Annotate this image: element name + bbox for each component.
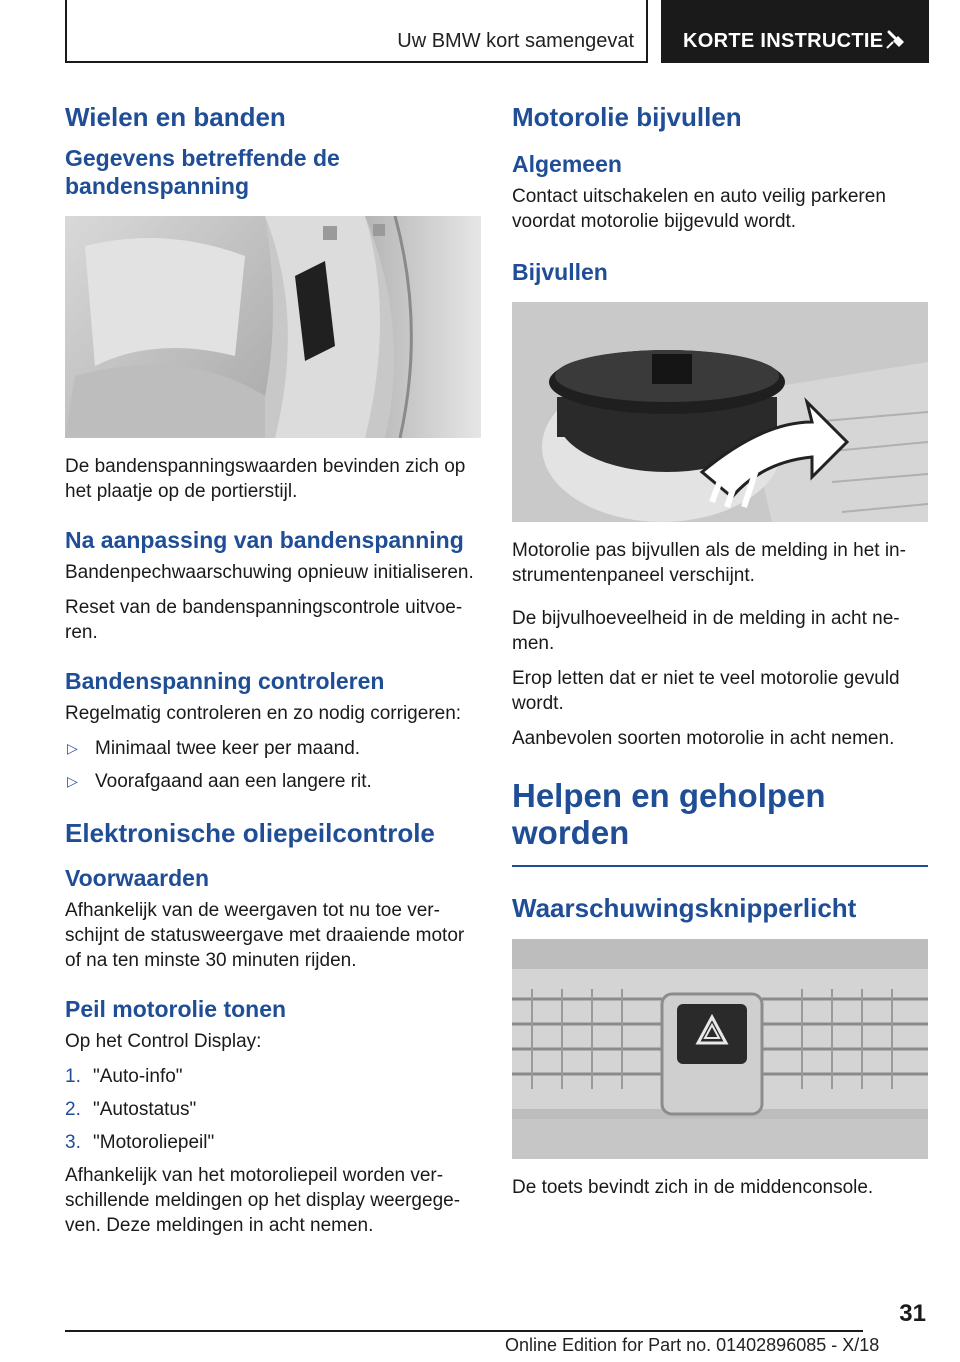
heading-hazard: Waarschuwingsknipperlicht: [512, 893, 857, 923]
control-display-text: Op het Control Display:: [65, 1031, 262, 1052]
pressure-location-text: De bandenspanningswaarden bevinden zich op het plaatje op de portierstijl.: [65, 456, 466, 502]
heading-oil-fill: Motorolie bijvullen: [512, 102, 742, 132]
reset-text: Reset van de bandenspanningscontrole uitvoe-ren.: [65, 597, 463, 643]
list-item: [65, 1097, 481, 1122]
heading-check-pressure: Bandenspanning controleren: [65, 668, 385, 694]
general-text: Contact uitschakelen en auto veilig parkeren voordat motorolie bijgevuld wordt.: [512, 186, 886, 232]
heading-pressure-data: Gegevens betreffende de bandenspanning: [65, 145, 340, 199]
oil-filler-cap-figure: [512, 302, 928, 522]
triangle-bullet-icon: ▷: [67, 773, 78, 789]
right-column: [512, 100, 928, 1210]
heading-after-adjust: Na aanpassing van bandenspanning: [65, 527, 464, 553]
list-item: [65, 1064, 481, 1089]
fill-amount-text: De bijvulhoeveelheid in de melding in acht ne-men.: [512, 608, 900, 654]
header-section-title: Uw BMW kort samengevat: [397, 30, 634, 52]
hazard-location-text: De toets bevindt zich in de middenconsole.: [512, 1177, 874, 1198]
reinit-text: Bandenpechwaarschuwing opnieuw initialiseren.: [65, 562, 474, 583]
step-number: 1.: [65, 1066, 81, 1087]
fill-when-text: Motorolie pas bijvullen als de melding in het in-strumentenpaneel verschijnt.: [512, 540, 906, 586]
heading-show-oil-level: Peil motorolie tonen: [65, 996, 287, 1022]
header-section-box: [65, 0, 648, 63]
left-column: [65, 100, 481, 1248]
bolt-pin-icon: [885, 28, 907, 50]
footer-divider: [65, 1330, 863, 1332]
triangle-bullet-icon: ▷: [67, 740, 78, 756]
section-divider: [512, 865, 928, 867]
step-text: "Auto-info": [93, 1066, 183, 1087]
header-chapter-box: [661, 0, 929, 63]
heading-wheels: Wielen en banden: [65, 102, 286, 132]
step-text: "Motoroliepeil": [93, 1132, 215, 1153]
list-item: [65, 1130, 481, 1155]
step-number: 2.: [65, 1099, 81, 1120]
footer-edition: Online Edition for Part no. 01402896085 - X/18: [505, 1335, 880, 1355]
door-pillar-tire-label-figure: [65, 216, 481, 438]
oil-messages-text: Afhankelijk van het motoroliepeil worden ver-schillende meldingen op het display weergege-ven. Deze meldingen in acht nemen.: [65, 1165, 461, 1236]
page-number: 31: [899, 1300, 926, 1327]
regular-check-text: Regelmatig controleren en zo nodig corrigeren:: [65, 703, 462, 724]
step-number: 3.: [65, 1132, 81, 1153]
bullet-text: Voorafgaand aan een langere rit.: [95, 771, 372, 792]
list-item: [65, 769, 481, 794]
heading-electronic-oil: Elektronische oliepeilcontrole: [65, 818, 435, 848]
step-text: "Autostatus": [93, 1099, 197, 1120]
heading-general: Algemeen: [512, 151, 622, 177]
recommended-oil-text: Aanbevolen soorten motorolie in acht nemen.: [512, 728, 895, 749]
conditions-text: Afhankelijk van de weergaven tot nu toe ver-schijnt de statusweergave met draaiende motor of na ten minste 30 minuten rijden.: [65, 900, 465, 971]
list-item: [65, 736, 481, 761]
heading-help: Helpen en geholpen worden: [512, 777, 826, 851]
header-chapter-title: KORTE INSTRUCTIE: [683, 30, 884, 52]
not-too-much-text: Erop letten dat er niet te veel motorolie gevuld wordt.: [512, 668, 900, 714]
bullet-text: Minimaal twee keer per maand.: [95, 738, 361, 759]
heading-fill: Bijvullen: [512, 259, 608, 285]
heading-conditions: Voorwaarden: [65, 865, 209, 891]
hazard-button-console-figure: [512, 939, 928, 1159]
